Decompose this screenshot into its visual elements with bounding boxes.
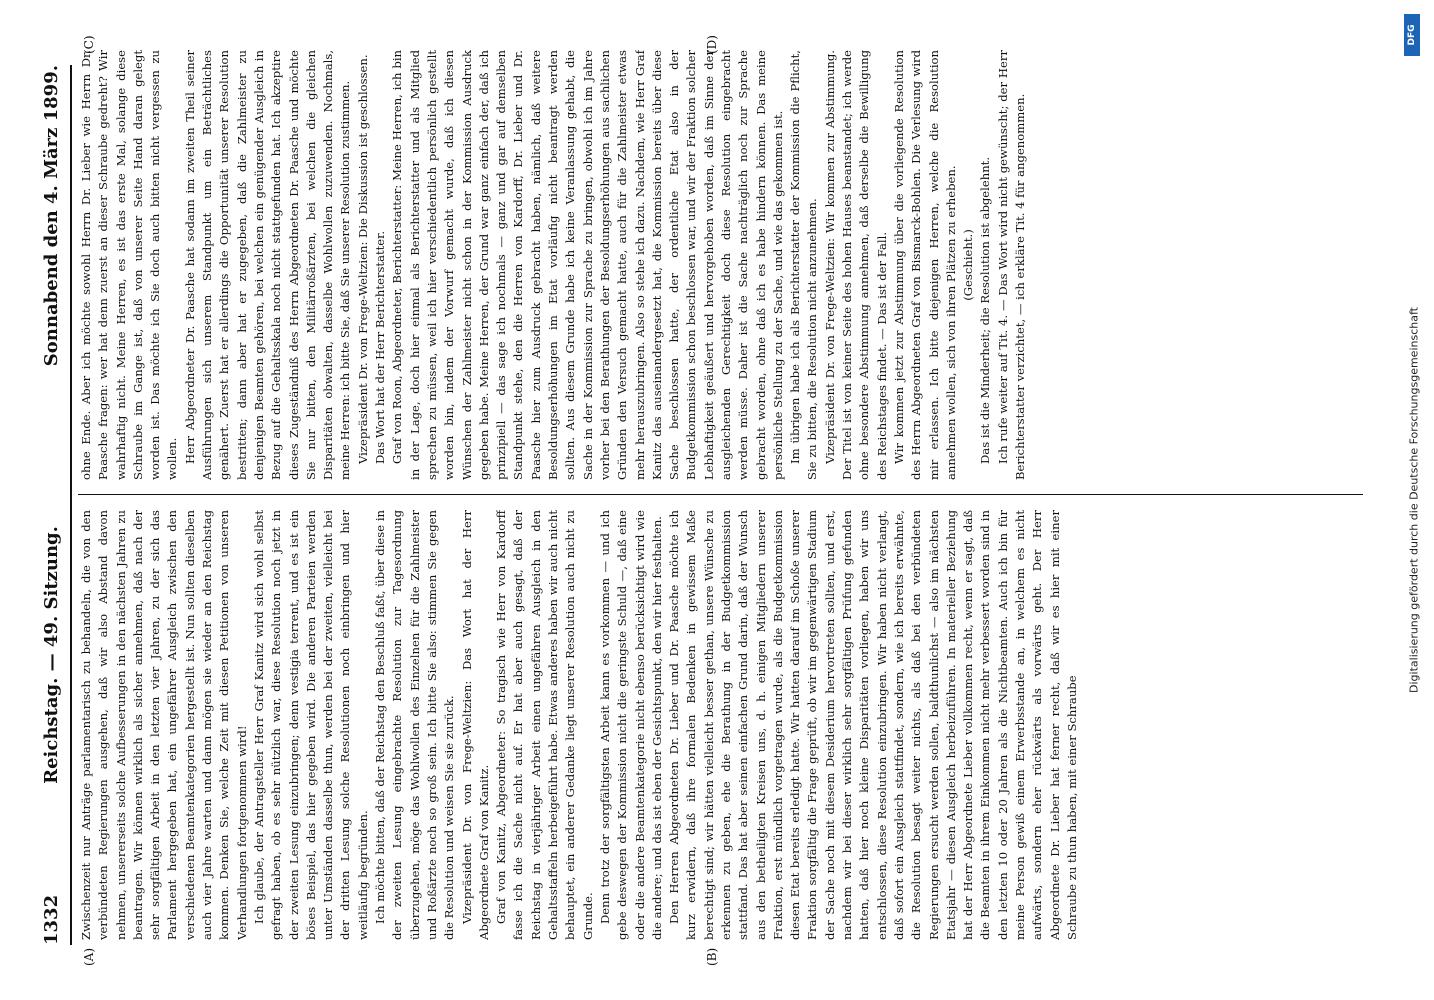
paragraph: Im übrigen habe ich als Berichterstatter der Kommission die Pflicht, Sie zu bitten, die Resolution nicht anzunehmen.: [788, 50, 820, 480]
margin-marker-c: (C): [82, 35, 96, 54]
page-header: [38, 65, 64, 945]
margin-marker-b: (B): [705, 947, 719, 966]
margin-marker-d: (D): [705, 35, 719, 54]
paragraph: Das Wort hat der Herr Berichterstatter.: [373, 230, 388, 464]
speaker-paragraph: Vizepräsident Dr. von Frege-Weltzien: Das Wort hat der Herr Abgeordnete Graf von Kanitz.: [459, 510, 491, 940]
session-title: Reichstag. — 49. Sitzung.: [40, 526, 62, 784]
paragraph: Ich glaube, der Antragsteller Herr Graf Kanitz wird sich wohl selbst gefragt haben, ob es sehr nützlich war, diese Resolution noch jetzt in der zweiten Lesung einzubringen; denn vestigia terrent, und es ist ein böses Beispiel, das hier gegeben wird. Die anderen Parteien werden unter Umständen dasselbe thun, werden bei der zweiten, vielleicht bei der dritten Lesung solche Resolutionen noch einbringen und hier weitläufig begründen.: [251, 510, 370, 940]
credit-text: Digitalisierung gefördert durch die Deutsche Forschungsgemeinschaft: [1407, 307, 1421, 693]
speaker-paragraph: Vizepräsident Dr. von Frege-Weltzien: Die Diskussion ist geschlossen.: [355, 54, 370, 464]
paragraph: Den Herren Abgeordneten Dr. Lieber und Dr. Paasche möchte ich kurz erwidern, daß ihre formalen Bedenken in gewissem Maße berechtigt sind; wir hätten vielleicht besser gethan, unsere Wünsche zu erkennen zu geben, ehe die Berathung in der Budgetkommission stattfand. Das hat aber seinen einfachen Grund darin, daß der Wunsch aus den betheiligten Kreisen uns, d. h. einigen Mitgliedern unserer Fraktion, erst mündlich vorgetragen wurde, als die Budgetkommission diesen Etat bereits erledigt hatte. Wir hatten darauf im Schoße unserer Fraktion sorgfältig die Frage geprüft, ob wir im gegenwärtigen Stadium der Sache noch mit diesem Desiderium hervortreten sollten, und erst, nachdem wir bei dieser wirklich sehr sorgfältigen Prüfung gefunden hatten, daß hier noch kleine Disparitäten vorliegen, haben wir uns entschlossen, diese Resolution einzubringen. Wir haben nicht verlangt, daß sofort ein Ausgleich stattfindet, sondern, wie ich bereits erwähnte, die Resolution besagt weiter nichts, als daß bei den verbündeten Regierungen ersucht werden sollen, baldthunlichst — also im nächsten Etatsjahr — diesen Ausgleich herbeizuführen. In materieller Beziehung hat der Herr Abgeordnete Lieber vollkommen recht, wenn er sagt, daß die Beamten in ihrem Einkommen nicht mehr verbessert worden sind in den letzten 10 oder 20 Jahren als die Nichtbeamten. Auch ich bin für meine Person gewiß einem Erwerbsstande an, in welchem es nicht aufwärts, sondern eher rückwärts als vorwärts geht. Der Herr Abgeordnete Dr. Lieber hat ferner recht, daß wir es hier mit einer Schraube zu thun haben, mit einer Schraube: [667, 510, 1079, 940]
page-number: 1332: [40, 894, 62, 945]
paragraph: ohne Ende. Aber ich möchte sowohl Herrn Dr. Lieber wie Herrn Dr. Paasche fragen: wer hat denn zuerst an dieser Schraube gedreht? Wir wahrhaftig nicht. Meine Herren, es ist das erste Mal, solange diese Schraube im Gange ist, daß von unserer Seite Hand daran gelegt worden ist. Das möchte ich Sie doch auch bitten nicht vergessen zu wollen.: [79, 50, 180, 480]
speaker-paragraph: Graf von Kanitz, Abgeordneter: So tragisch wie Herr von Kardorff fasse ich die Sache nicht auf. Er hat aber auch gesagt, daß der Reichstag in vierjähriger Arbeit einen ungefähren Ausgleich in den Gehaltsstaffeln herbeigeführt habe. Etwas anderes haben wir auch nicht behauptet, ein anderer Gedanke liegt unserer Resolution auch nicht zu Grunde.: [494, 510, 595, 940]
paragraph: Das ist die Minderheit; die Resolution ist abgelehnt.: [978, 156, 993, 464]
speaker-paragraph: Vizepräsident Dr. von Frege-Weltzien: Wir kommen zur Abstimmung. Der Titel ist von keiner Seite des hohen Hauses beanstandet; ich werde ohne besondere Abstimmung annehmen, daß derselbe die Bewilligung des Reichstages findet. — Das ist der Fall.: [822, 50, 889, 480]
header-rule: [70, 65, 72, 945]
session-date: Sonnabend den 4. März 1899.: [40, 65, 62, 367]
paragraph: Ich möchte bitten, daß der Reichstag den Beschluß faßt, über diese in der zweiten Lesung eingebrachte Resolution zur Tagesordnung überzugehen, möge das Wohlwollen des Einzelnen für die Zahlmeister und Roßärzte noch so groß sein. Ich bitte Sie also: stimmen Sie gegen die Resolution und weisen Sie sie zurück.: [373, 510, 457, 940]
right-column: [78, 50, 1363, 480]
dfg-logo-text: DFG: [1407, 24, 1417, 46]
digitization-credit: [1402, 10, 1426, 990]
stage-direction: (Geschieht.): [961, 229, 976, 301]
paragraph: Ich rufe weiter auf Tit. 4. — Das Wort wird nicht gewünscht; der Herr Berichterstatter verzichtet, — ich erkläre Tit. 4 für angenommen.: [995, 50, 1028, 480]
speaker-paragraph: Graf von Roon, Abgeordneter, Berichterstatter: Meine Herren, ich bin in der Lage, doch hier einmal als Berichterstatter und als Mitglied sprechen zu müssen, weil ich hier verschiedentlich persönlich gestellt worden bin, indem der Vorwurf gemacht wurde, daß ich diesen Wünschen der Zahlmeister nicht schon in der Kommission Ausdruck gegeben habe. Meine Herren, der Grund war ganz einfach der, daß ich prinzipiell — das sage ich nochmals — ganz und gar auf demselben Standpunkt stehe, den die Herren von Kardorff, Dr. Lieber und Dr. Paasche hier zum Ausdruck gebracht haben, nämlich, daß weitere Besoldungserhöhungen im Etat vorläufig nicht beantragt werden sollten. Aus diesem Grunde habe ich keine Veranlassung gehabt, die Sache in der Kommission zur Sprache zu bringen, obwohl ich im Jahre vorher bei den Berathungen der Besoldungserhöhungen aus sachlichen Gründen den Versuch gemacht hatte, auch für die Zahlmeister etwas mehr herauszubringen. Also so stehe ich dazu. Nachdem, wie Herr Graf Kanitz das auseinandergesetzt hat, die Kommission bereits über diese Sache beschlossen hatte, der ordentliche Etat also in der Budgetkommission schon beschlossen war, und wir der Fraktion solcher Lebhaftigkeit geäußert und hervorgehoben worden, daß im Sinne der ausgleichenden Gerechtigkeit doch diese Resolution eingebracht werden müsse. Daher ist die Sache nachträglich noch zur Sprache gebracht worden, ohne daß ich es habe hindern können. Das meine persönliche Stellung zu der Sache, und wie das gekommen ist.: [390, 50, 785, 480]
margin-marker-a: (A): [82, 947, 96, 966]
left-column: [78, 510, 1363, 940]
dfg-logo: [1404, 14, 1420, 56]
column-divider: [78, 494, 1363, 495]
paragraph: Wir kommen jetzt zur Abstimmung über die vorliegende Resolution des Herrn Abgeordneten Graf von Bismarck-Bohlen. Die Verlesung wird mir erlassen. Ich bitte diejenigen Herren, welche die Resolution annehmen wollen, sich von ihren Plätzen zu erheben.: [891, 50, 958, 480]
paragraph: Zwischenzeit nur Anträge parlamentarisch zu behandeln, die von den verbündeten Regierungen ausgehen, daß wir also Abstand davon nehmen, unsererseits solche Aufbesserungen in den nächsten Jahren zu beantragen. Wir können wirklich als sicher annehmen, daß nach der sehr sorgfältigen Arbeit in den letzten vier Jahren, zu der sich das Parlament hergegeben hat, ein ungefährer Ausgleich zwischen den verschiedenen Beamtenkategorien hergestellt ist. Nun sollten dieselben auch vier Jahre warten und dann mögen sie wieder an den Reichstag kommen. Denken Sie, welche Zeit mit diesen Petitionen von unseren Verhandlungen fortgenommen wird!: [79, 510, 249, 940]
paragraph: Herr Abgeordneter Dr. Paasche hat sodann im zweiten Theil seiner Ausführungen sich unserem Standpunkt um ein Beträchtliches genähert. Zuerst hat er allerdings die Opportunität unserer Resolution bestritten; dann aber hat er zugegeben, daß die Zahlmeister zu denjenigen Beamten gehören, bei welchen ein genügender Ausgleich in Bezug auf die Gehaltsskala noch nicht stattgefunden hat. Ich akzeptire dieses Zugeständniß des Herrn Abgeordneten Dr. Paasche und möchte Sie nur bitten, den Militärroßärzten, bei welchen die gleichen Disparitäten obwalten, dasselbe Wohlwollen zuzuwenden. Nochmals, meine Herren: ich bitte Sie, daß Sie unserer Resolution zustimmen.: [182, 50, 353, 480]
paragraph: Denn trotz der sorgfältigsten Arbeit kann es vorkommen — und ich gebe deswegen der Kommission nicht die geringste Schuld —, daß eine oder die andere Beamtenkategorie nicht ebenso berücksichtigt wird wie die andere; und das ist eben der Gesichtspunkt, den wir hier festhalten.: [597, 510, 664, 940]
